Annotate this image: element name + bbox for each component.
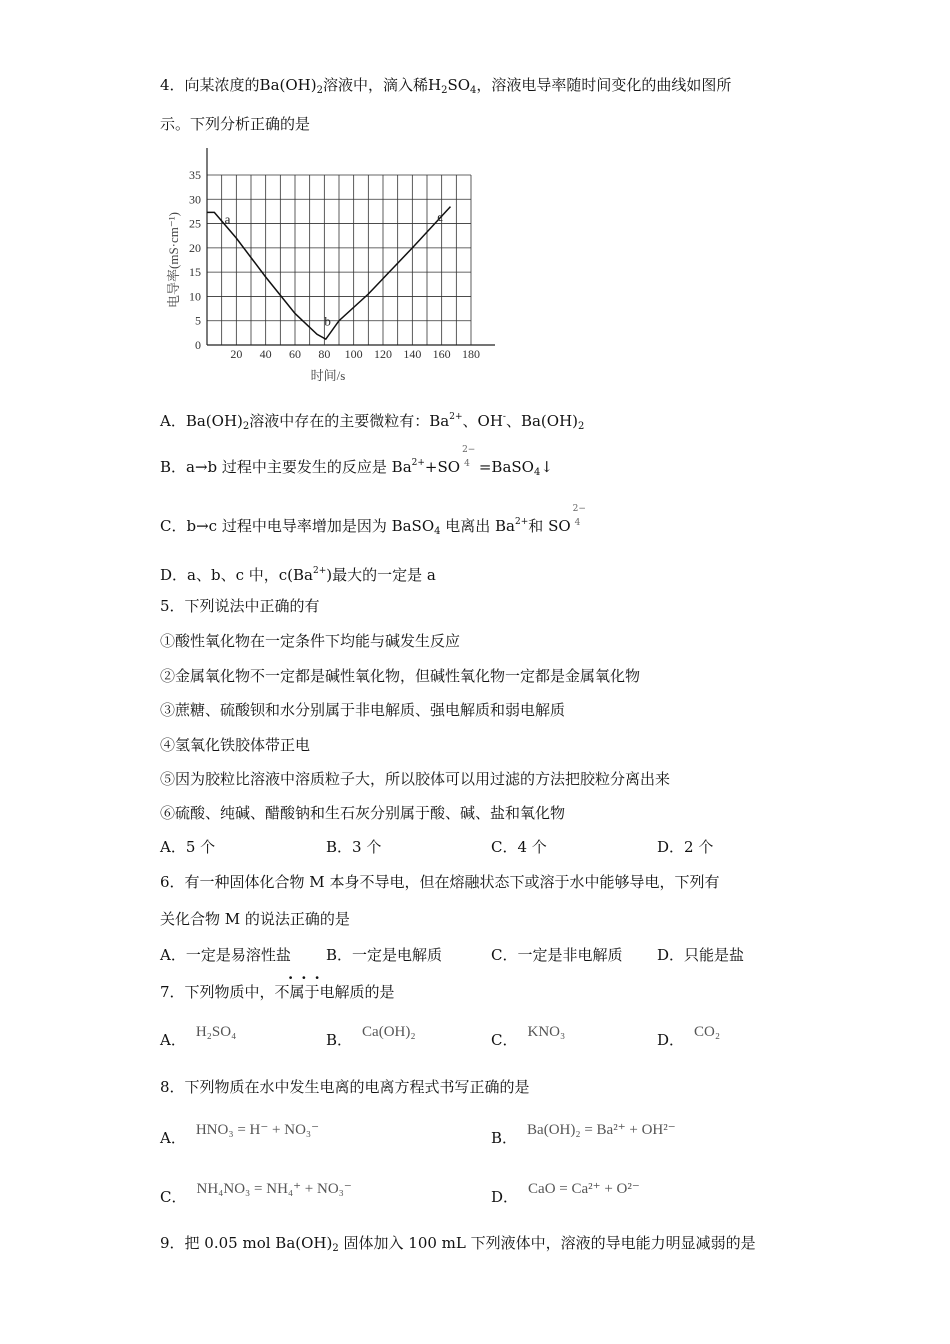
text-line	[160, 982, 395, 1002]
y-tick-label: 5	[195, 313, 201, 328]
formula-text: CO₂	[694, 1024, 721, 1040]
text-line	[326, 1024, 416, 1051]
text-line	[160, 769, 670, 789]
sub-text: 2	[441, 85, 448, 96]
text-segment: C．4 个	[491, 838, 547, 856]
sulfate-ion-charge	[571, 504, 586, 531]
text-segment: +SO	[424, 458, 461, 476]
text-line	[160, 561, 436, 585]
text-line	[160, 837, 215, 857]
ionbot-text: 4	[464, 459, 470, 469]
text-line	[160, 504, 586, 542]
y-tick-label: 10	[189, 289, 201, 304]
x-tick-label: 140	[403, 347, 422, 361]
text-segment: 、Ba(OH)	[505, 412, 579, 430]
text-line	[491, 945, 622, 965]
sub-text: 2	[316, 85, 323, 96]
formula-text: KNO₃	[527, 1024, 566, 1040]
text-segment: D．	[657, 1031, 685, 1049]
text-segment: ⑤因为胶粒比溶液中溶质粒子大，所以胶体可以用过滤的方法把胶粒分离出来	[160, 770, 671, 788]
text-line	[160, 909, 350, 929]
text-line	[491, 1024, 566, 1051]
y-tick-label: 35	[189, 168, 201, 182]
text-segment: C．	[491, 1031, 518, 1049]
text-segment: SO	[447, 76, 471, 94]
text-segment: ，溶液电导率随时间变化的曲线如图所	[476, 76, 732, 94]
text-segment: 溶液中存在的主要微粒有：Ba	[249, 412, 450, 430]
text-segment: 和 SO	[528, 517, 571, 535]
text-segment: ↓	[540, 458, 553, 476]
text-segment: D．a、b、c 中，c(Ba	[160, 566, 313, 584]
text-segment: ③蔗糖、硫酸钡和水分别属于非电解质、强电解质和弱电解质	[160, 701, 566, 719]
x-tick-label: 40	[259, 347, 272, 361]
formula-text: CaO = Ca²⁺ + O²⁻	[528, 1181, 640, 1197]
text-segment: D．	[491, 1188, 519, 1206]
text-line	[326, 837, 381, 857]
conductivity-chart	[0, 0, 950, 400]
x-tick-label: 180	[462, 347, 480, 361]
text-line	[160, 596, 320, 616]
x-tick-label: 20	[230, 347, 243, 361]
dots-text: ···	[288, 969, 328, 987]
text-line	[657, 837, 713, 857]
text-line	[160, 407, 584, 437]
text-line	[491, 1122, 676, 1149]
x-tick-label: 80	[318, 347, 331, 361]
text-segment: )最大的一定是 a	[326, 566, 436, 584]
text-line	[160, 945, 291, 965]
text-line	[160, 1233, 756, 1259]
text-line	[160, 1181, 352, 1208]
sulfate-ion-charge	[460, 445, 476, 472]
text-line	[160, 1024, 237, 1051]
text-segment: D．只能是盐	[657, 946, 745, 964]
sup-text: 2+	[449, 412, 463, 422]
formula-text: Ba(OH)₂ = Ba²⁺ + OH²⁻	[527, 1122, 676, 1138]
text-line	[160, 631, 460, 651]
text-line	[160, 666, 640, 686]
x-tick-label: 160	[432, 347, 451, 361]
text-segment: A．	[160, 1031, 186, 1049]
text-segment: 8．下列物质在水中发生电离的电离方程式书写正确的是	[160, 1078, 530, 1096]
text-line	[491, 1181, 640, 1208]
text-segment: 7．下列物质中，不属于电解质的是	[160, 983, 395, 1001]
sup-text: 2+	[515, 517, 529, 527]
y-tick-label: 20	[189, 240, 201, 255]
y-tick-label: 15	[189, 265, 201, 280]
text-segment: 、OH	[462, 412, 503, 430]
text-line	[160, 803, 565, 823]
text-segment: ②金属氧化物不一定都是碱性氧化物，但碱性氧化物一定都是金属氧化物	[160, 667, 641, 685]
text-segment: 关化合物 M 的说法正确的是	[160, 910, 350, 928]
text-segment: A．	[160, 1129, 186, 1147]
text-segment: C．b→c 过程中电导率增加是因为 BaSO	[160, 517, 435, 535]
y-tick-label: 0	[195, 338, 201, 352]
text-line	[160, 735, 310, 755]
text-segment: ①酸性氧化物在一定条件下均能与碱发生反应	[160, 632, 461, 650]
text-line	[657, 945, 744, 965]
sup-text: 2+	[312, 566, 327, 576]
text-segment: 固体加入 100 mL 下列液体中，溶液的导电能力明显减弱的是	[338, 1234, 756, 1252]
text-line	[160, 445, 553, 483]
point-label: b	[324, 313, 331, 329]
text-segment: B．	[491, 1129, 518, 1147]
text-line	[326, 945, 442, 965]
y-tick-label: 30	[189, 192, 201, 207]
text-segment: ⑥硫酸、纯碱、醋酸钠和生石灰分别属于酸、碱、盐和氧化物	[160, 804, 566, 822]
sub-text: 4	[470, 85, 477, 96]
text-segment: 4．向某浓度的Ba(OH)	[160, 76, 317, 94]
text-segment: C．	[160, 1188, 187, 1206]
formula-text: H₂SO₄	[195, 1024, 237, 1040]
text-segment: 电离出 Ba	[440, 517, 516, 535]
text-segment: B．a→b 过程中主要发生的反应是 Ba	[160, 458, 412, 476]
text-segment: 溶液中，滴入稀H	[322, 76, 442, 94]
iontop-text: 2−	[462, 445, 476, 455]
text-segment: D．2 个	[657, 838, 714, 856]
sup-text: 2+	[411, 458, 425, 468]
sub-text: 2	[242, 421, 250, 432]
y-axis-label: 电导率(mS·cm⁻¹)	[166, 212, 181, 308]
text-line	[657, 1024, 721, 1051]
point-label: a	[224, 211, 231, 227]
text-segment: =BaSO	[474, 458, 534, 476]
x-tick-label: 60	[289, 347, 301, 361]
y-tick-label: 25	[189, 216, 201, 231]
sub-text: 4	[533, 467, 541, 478]
text-segment: A．5 个	[160, 838, 216, 856]
text-line	[160, 1122, 320, 1149]
sub-text: 4	[434, 526, 441, 537]
iontop-text: 2−	[572, 504, 586, 514]
text-segment: 6．有一种固体化合物 M 本身不导电，但在熔融状态下或溶于水中能够导电，下列有	[160, 873, 720, 891]
formula-text: HNO₃ = H⁻ + NO₃⁻	[195, 1122, 320, 1138]
x-tick-label: 120	[374, 347, 392, 361]
sub-text: 2	[578, 421, 585, 432]
text-segment: B．一定是电解质	[326, 946, 443, 964]
text-segment: B．3 个	[326, 838, 382, 856]
text-segment: C．一定是非电解质	[491, 946, 623, 964]
sup-text: -	[502, 412, 506, 422]
x-tick-label: 100	[344, 347, 363, 361]
text-segment: A．Ba(OH)	[160, 412, 243, 430]
formula-text: NH₄NO₃ = NH₄⁺ + NO₃⁻	[196, 1181, 352, 1197]
ionbot-text: 4	[574, 518, 581, 528]
text-segment: A．一定是易溶性盐	[160, 946, 291, 964]
text-segment: 9．把 0.05 mol Ba(OH)	[160, 1234, 333, 1252]
text-line	[491, 837, 547, 857]
x-axis-label: 时间/s	[310, 368, 346, 383]
formula-text: Ca(OH)₂	[362, 1024, 416, 1040]
sub-text: 2	[332, 1243, 339, 1254]
point-label: c	[437, 209, 444, 225]
text-line	[160, 700, 565, 720]
text-line	[160, 872, 719, 892]
text-segment: B．	[326, 1031, 353, 1049]
text-line	[160, 1077, 530, 1097]
text-segment: ④氢氧化铁胶体带正电	[160, 736, 311, 754]
text-segment: 示。下列分析正确的是	[160, 115, 311, 133]
text-segment: 5．下列说法中正确的有	[160, 597, 320, 615]
